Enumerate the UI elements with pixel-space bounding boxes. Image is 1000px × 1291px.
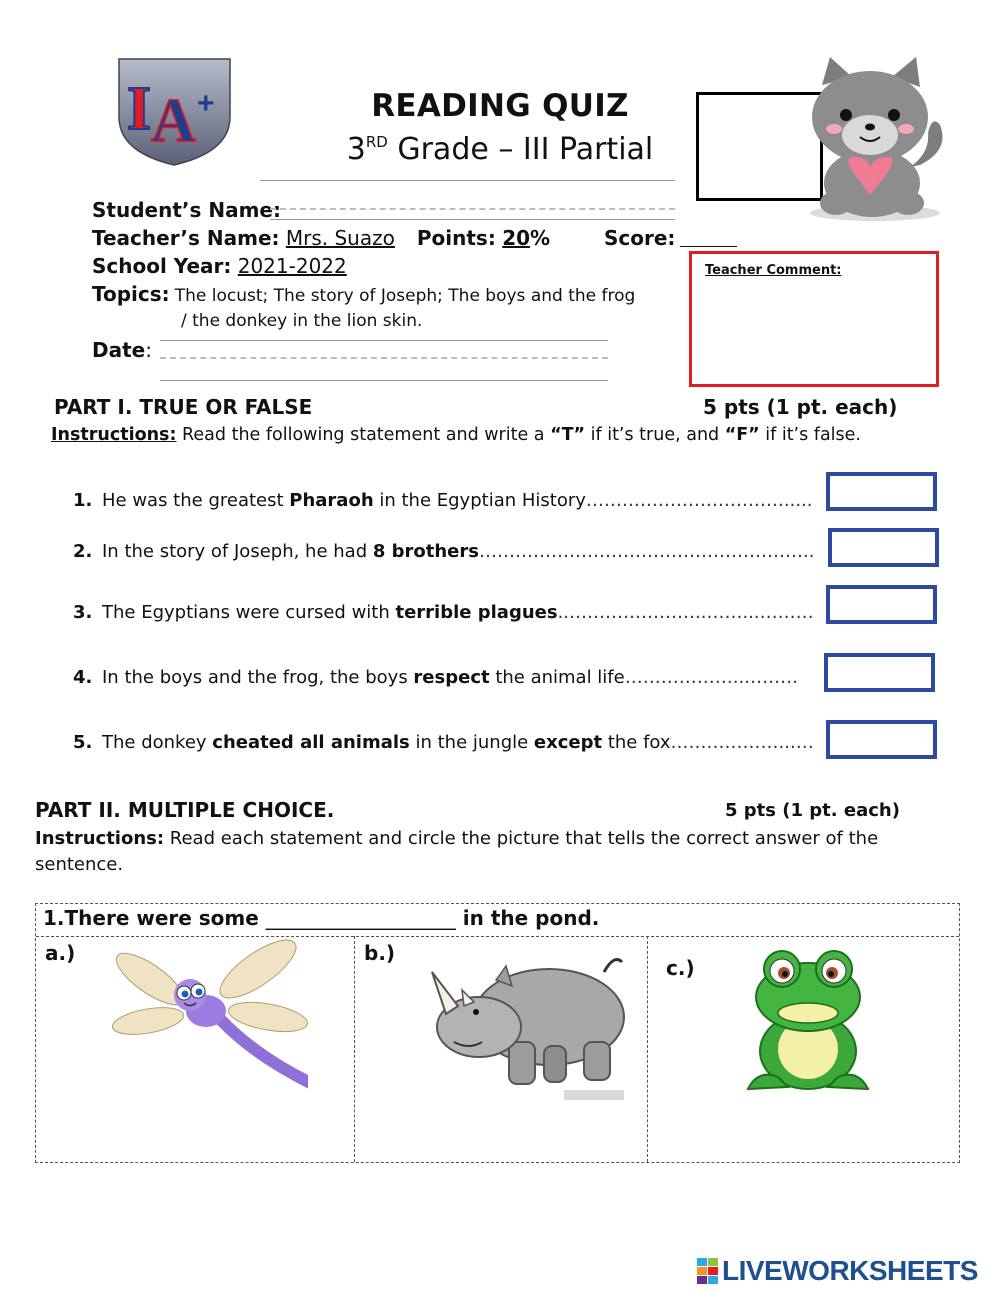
student-name-label: Student’s Name: [92,198,281,222]
date-line-bottom [160,380,608,381]
teacher-name-value: Mrs. Suazo [285,226,395,250]
teacher-row [92,226,550,250]
date-label: Date [92,338,146,362]
part2-points: 5 pts (1 pt. each) [725,800,900,821]
title-underline [260,180,675,181]
answer-box-1[interactable] [826,472,937,511]
frog-icon[interactable] [728,939,888,1099]
points-value: 20 [502,226,531,250]
svg-text:+: + [197,87,215,120]
option-a-label: a.) [45,941,76,965]
cat-icon [800,55,950,225]
score-field[interactable] [680,246,737,247]
rhinoceros-icon[interactable] [424,942,636,1102]
topics-row [92,282,635,306]
school-year-row [92,254,347,278]
tf-question: 2. In the story of Joseph, he had 8 brothers……………………………………………….. [73,541,815,562]
points-label: Points: [416,226,496,250]
brand-icon [697,1258,719,1284]
quiz-subtitle: 3RD Grade – III Partial [346,132,654,167]
liveworksheets-logo[interactable] [697,1255,978,1285]
topics-line2: / the donkey in the lion skin. [181,311,423,331]
tf-question: 3. The Egyptians were cursed with terrible plagues..…………………..……...……… [73,602,814,623]
svg-text:A: A [151,87,196,155]
student-name-field[interactable] [270,208,675,210]
table-col-divider [354,936,355,1162]
part1-title: PART I. TRUE OR FALSE [54,395,313,419]
quiz-title: READING QUIZ [371,88,629,124]
choice-table [35,903,960,1163]
answer-box-4[interactable] [824,653,935,692]
answer-box-3[interactable] [826,585,937,624]
table-divider [36,936,959,937]
part1-instructions: Instructions: Read the following statement and write a “T” if it’s true, and “F” if it’s false. [51,425,861,445]
answer-box-5[interactable] [826,720,937,759]
points-suffix: % [530,226,551,250]
dragonfly-icon[interactable] [108,939,308,1099]
score-label: Score: [604,226,676,250]
part1-points: 5 pts (1 pt. each) [703,395,898,419]
question-blank[interactable]: ___________________ [265,906,456,930]
topics-line1: The locust; The story of Joseph; The boys and the frog [174,286,636,306]
choice-question: 1.There were some ___________________ in the pond. [43,906,600,930]
school-year-label: School Year: [92,254,232,278]
topics-label: Topics: [92,282,170,306]
tf-question: 4. In the boys and the frog, the boys respect the animal life………………..……… [73,667,799,688]
part2-instructions: Instructions: Read each statement and circle the picture that tells the correct answer of the sentence. [35,828,879,875]
part2-title: PART II. MULTIPLE CHOICE. [35,798,335,822]
option-c-label: c.) [666,956,695,980]
student-name-underline [270,219,675,220]
tf-question: 1. He was the greatest Pharaoh in the Egyptian History……………………………..... [73,490,813,511]
date-field[interactable] [160,357,608,359]
option-b-label: b.) [364,941,396,965]
answer-box-2[interactable] [828,528,939,567]
school-year-value: 2021-2022 [237,254,347,278]
teacher-comment-label: Teacher Comment: [705,263,842,278]
svg-text:I: I [127,75,152,143]
teacher-comment-box[interactable] [689,251,939,387]
brand-text: LIVEWORKSHEETS [722,1255,978,1286]
date-row: Date: [92,338,152,362]
date-line-top [160,340,608,341]
teacher-name-label: Teacher’s Name: [92,226,280,250]
tf-question: 5. The donkey cheated all animals in the jungle except the fox………………...… [73,732,814,753]
table-col-divider [647,936,648,1162]
